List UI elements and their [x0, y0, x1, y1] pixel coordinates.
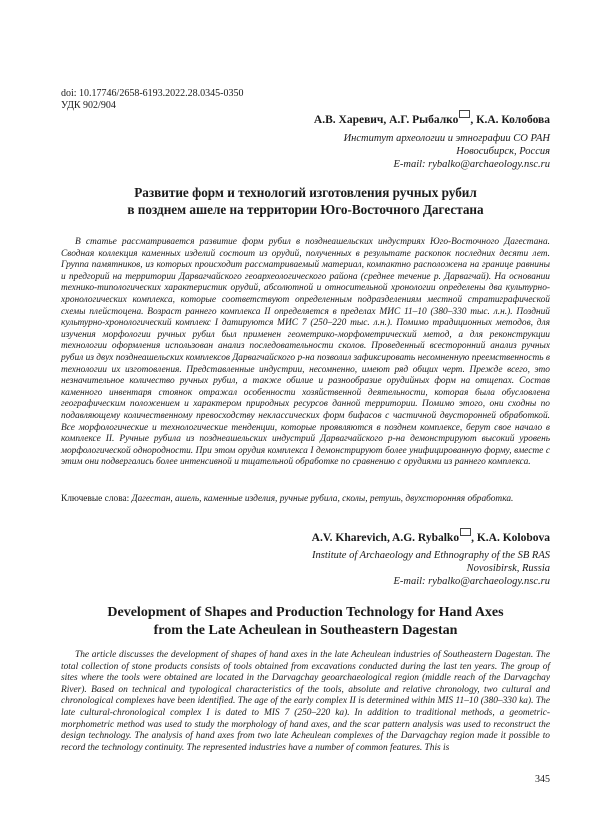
- doi: doi: 10.17746/2658-6193.2022.28.0345-0350: [61, 88, 244, 99]
- title-en-line1: Development of Shapes and Production Technology for Hand Axes: [107, 605, 504, 620]
- udk: УДК 902/904: [61, 100, 116, 111]
- affiliation-ru-email: E-mail: rybalko@archaeology.nsc.ru: [393, 159, 550, 170]
- title-en-line2: from the Late Acheulean in Southeastern Dagestan: [153, 623, 458, 638]
- authors-en-main: A.V. Kharevich, A.G. Rybalko: [311, 532, 460, 544]
- title-en: [61, 604, 550, 640]
- authors-ru-main: А.В. Харевич, А.Г. Рыбалко: [313, 114, 459, 126]
- authors-en: [312, 532, 550, 544]
- abstract-en: [61, 650, 550, 754]
- affiliation-ru-city: Новосибирск, Россия: [456, 146, 550, 157]
- title-ru-line1: Развитие форм и технологий изготовления ручных рубил: [134, 185, 477, 200]
- title-ru-line2: в позднем ашеле на территории Юго-Восточного Дагестана: [127, 202, 484, 217]
- abstract-en-text: The article discusses the development of shapes of hand axes in the late Acheulean industries of Southeastern Dagestan. The total collection of stone products consists of tools obtained from excavations conducted during the last ten years. The group of sites where the tools were obtained are located in the Darvagchay geoarchaeological region (middle reach of the Darvagchay River). Based on technical and typological characteristics of the tools, absolute and relative chronology, two cultural and chronological complexes have been identified. The age of the early complex II is determined within MIS 11–10 (380–330 ka). The late cultural-chronological complex I is dated to MIS 7 (250–220 ka). In addition to traditional methods, a geometric-morphometric method was used to study the morphology of hand axes, and the scar pattern analysis was used to reconstruct the design technology. The analysis of hand axes from two late Acheulean complexes of the Darvagchay region made it possible to record the technology continuity. The represented industries have a number of common features. This is: [61, 650, 550, 753]
- keywords-ru: [61, 494, 550, 506]
- authors-ru: [314, 114, 550, 126]
- affiliation-en-institute: Institute of Archaeology and Ethnography of the SB RAS: [312, 550, 550, 561]
- authors-en-tail: , K.A. Kolobova: [471, 532, 550, 544]
- affiliation-ru-institute: Институт археологии и этнографии СО РАН: [343, 133, 550, 144]
- keywords-text: Дагестан, ашель, каменные изделия, ручные рубила, сколы, ретушь, двухсторонняя обработка.: [131, 494, 514, 504]
- page-number: 345: [535, 774, 550, 785]
- title-ru: [61, 184, 550, 218]
- authors-ru-tail: , К.А. Колобова: [470, 114, 550, 126]
- affiliation-en: [312, 549, 550, 588]
- email-envelope-icon: [460, 528, 471, 536]
- affiliation-en-email: E-mail: rybalko@archaeology.nsc.ru: [393, 576, 550, 587]
- keywords-label: Ключевые слова:: [61, 494, 130, 504]
- doi-line: [61, 88, 244, 112]
- abstract-ru-text: В статье рассматривается развитие форм рубил в позднеашельских индустриях Юго-Восточного Дагестана. Сводная коллекция каменных изделий состоит из орудий, полученных в результате раскопок последних десяти лет. Группа памятников, из которых происходит рассматриваемый материал, компактно расположена на границе равнины и предгорий на территории Дарвагчайского геоархеологического района (среднее течение р. Дарвагчай). На основании технико-типологических характеристик орудий, абсолютной и относительной хронологии определены два культурно-хронологических комплекса, которые соответствуют определенным подразделениям местной стратиграфической схемы плейстоцена. Возраст раннего комплекса II определяется в пределах МИС 11–10 (380–330 тыс. л.н.). Поздний культурно-хронологический комплекс I датируются МИС 7 (250–220 тыс. л.н.). Помимо традиционных методов, для изучения морфологии ручных рубил был применен геометрико-морфометрический метод, а для реконструкции технологии оформления использован анализ последовательности сколов. Проведенный всесторонний анализ ручных рубил из двух позднеашельских комплексов Дарвагчайского р-на позволил зафиксировать несомненную преемственность в технологии их изготовления. Представленные индустрии, несомненно, имеют ряд общих черт. Прежде всего, это незначительное количество ручных рубил, а также обилие и разнообразие орудийных форм на отщепах. Состав каменного инвентаря стоянок отражал особенности хозяйственной деятельности, которая была обусловлена географическим положением и характером природных ресурсов данной территории. Помимо этого, они сходны по подавляющему количественному превосходству неклассических форм бифасов с частичной двусторонней обработкой. Все морфологические и технологические тенденции, которые проявляются в позднем комплексе, берут свое начало в комплексе II. Ручные рубила из позднеашельских индустрий Дарвагчайского р-на демонстрируют высокий уровень морфологической однородности. При этом орудия комплекса I демонстрируют более унифицированную форму, вместе с этим они подвергались более интенсивной и тщательной обработке по сравнению с орудиями из раннего комплекса.: [61, 237, 550, 468]
- email-envelope-icon: [459, 110, 470, 118]
- abstract-ru: [61, 237, 550, 469]
- affiliation-ru: [344, 132, 550, 171]
- affiliation-en-city: Novosibirsk, Russia: [466, 563, 550, 574]
